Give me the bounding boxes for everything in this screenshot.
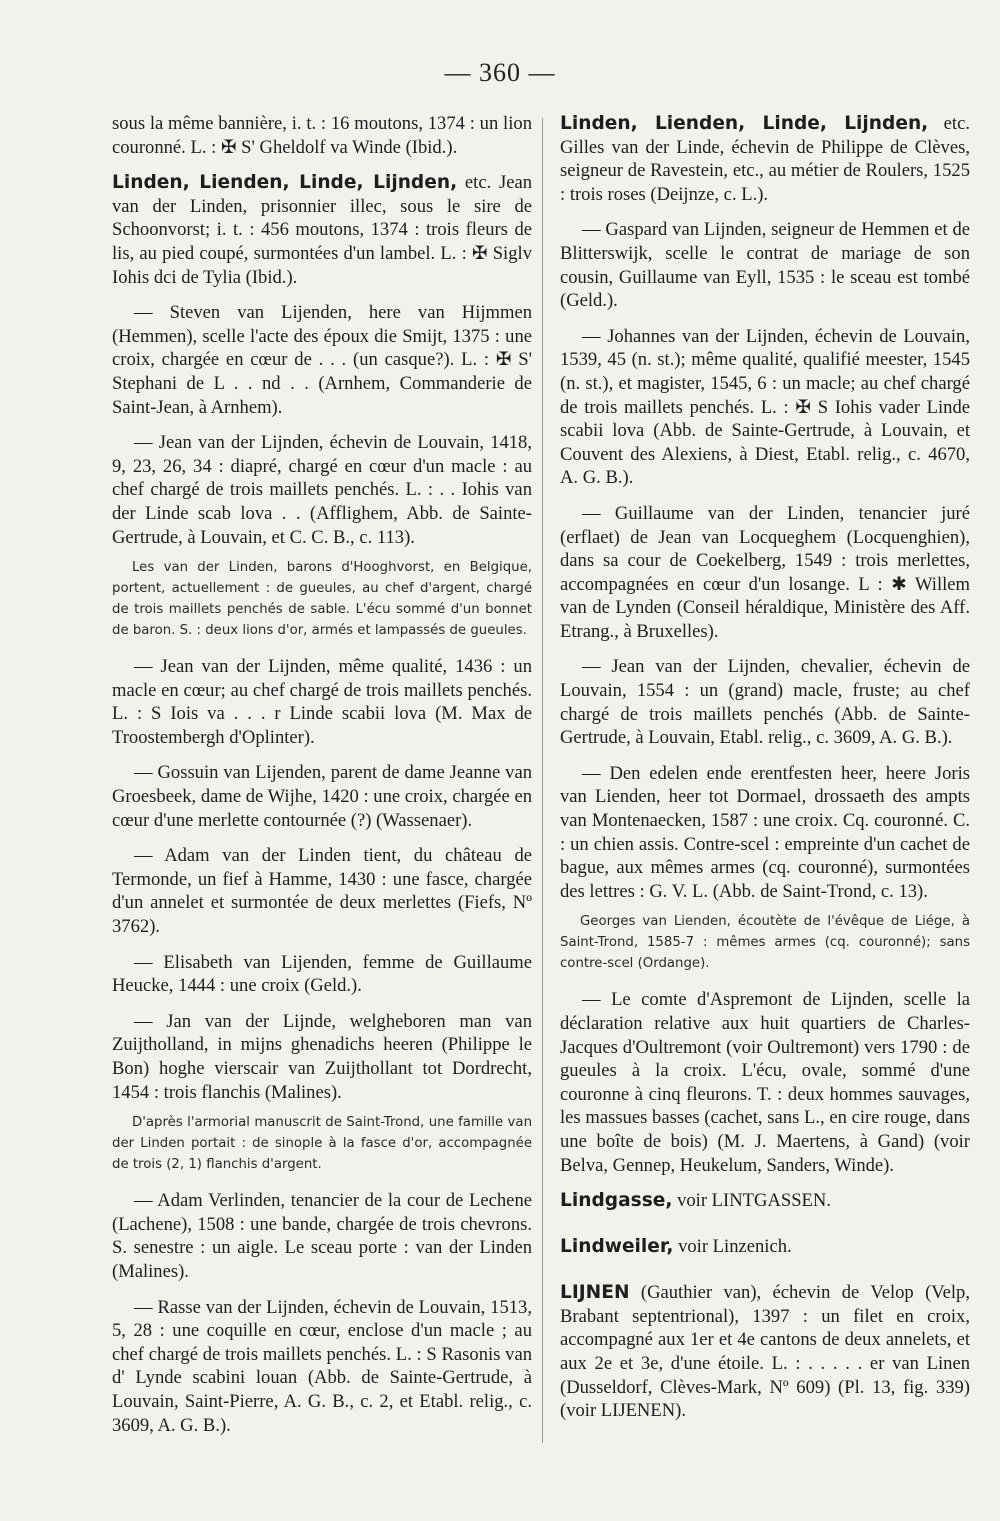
entry-text: — Jean van der Lijnden, chevalier, échevin de Louvain, 1554 : un (grand) macle, fruste; au chef chargé de trois maillets penchés (Abb. de Sainte-Gertrude, à Louvain, Etabl. relig., c. 3609, A. G. B.). (560, 656, 970, 749)
entry-text: — Den edelen ende erentfesten heer, heere Joris van Lienden, heer tot Dormael, drossaeth des ampts van Montenaecken, 1587 : une croix. Cq. couronné. C. : un chien assis. Contre-scel : empreinte d'un cachet de bague, aux mêmes armes (cq. couronné), surmontées des lettres : G. V. L. (Abb. de Saint-Trond, c. 13). (560, 762, 970, 902)
entry-text: — Gossuin van Lijenden, parent de dame Jeanne van Groesbeek, dame de Wijhe, 1420 : une croix, chargée en cœur d'une merlette contournée (?) (Wassenaer). (112, 762, 532, 831)
entry-heading: Linden, Lienden, Linde, Lijnden, (560, 113, 929, 134)
entry-text: — Guillaume van der Linden, tenancier juré (erflaet) de Jean van Locqueghem (Locquenghien), dans sa cour de Coekelberg, 1549 : trois merlettes, accompagnées en cœur d'un losange. L : ✱ Willem van de Lynden (Conseil héraldique, Ministère des Aff. Etrang., à Bruxelles). (560, 502, 970, 642)
entry-text: (Gauthier van), échevin de Velop (Velp, Brabant septentrional), 1397 : un filet en croix, accompagné aux 1er et 4e cantons de deux annelets, et aux 2e et 3e, d'une étoile. L. : . . . . . er van Linen (Dusseldorf, Clèves-Mark, Nº 609) (Pl. 13, fig. 339) (voir LIJENEN). (560, 1282, 970, 1422)
entry-text: — Jean van der Lijnden, échevin de Louvain, 1418, 9, 23, 26, 34 : diapré, chargé en cœur d'un macle : au chef chargé de trois maillets penchés. L. : . . Iohis van der Linde scab lova . . (Afflighem, Abb. de Sainte-Gertrude, à Louvain, et C. C. B., c. 113). (112, 432, 532, 548)
entry-with-heading (112, 171, 532, 289)
entry-text: etc. Gilles van der Linde, échevin de Philippe de Clèves, seigneur de Ravestein, etc., au métier de Roulers, 1525 : trois roses (Deijnze, c. L.). (560, 113, 971, 205)
cross-reference (560, 1189, 970, 1213)
footnote: Les van der Linden, barons d'Hooghvorst, en Belgique, portent, actuellement : de gueules, au chef d'argent, chargé de trois maillets penchés de sable. L'écu sommé d'un bonnet de baron. S. : deux lions d'or, armés et lampassés de gueules. (112, 560, 532, 639)
entry-text: — Le comte d'Aspremont de Lijnden, scelle la déclaration relative aux huit quartiers de Charles-Jacques d'Oultremont (voir Oultremont) vers 1790 : de gueules à la croix. L'écu, ovale, sommé d'une couronne à cinq fleurons. T. : deux hommes sauvages, les massues basses (cachet, sans L., en cire rouge, dans une boîte de bois) (M. J. Maertens, à Gand) (voir Belva, Gennep, Heukelum, Sanders, Winde). (560, 989, 970, 1176)
entry-text: sous la même bannière, i. t. : 16 moutons, 1374 : un lion couronné. L. : ✠ S' Gheldolf va Winde (Ibid.). (112, 113, 532, 158)
entry-text: — Jan van der Lijnde, welgheboren man van Zuijtholland, in mijns ghenadichs heeren (Philippe le Bon) hoghe vierscair van Zuijthollant tot Dordrecht, 1454 : trois flanchis (Malines). (112, 1010, 532, 1103)
entry-heading: Lindgasse, (560, 1190, 673, 1212)
entry-with-heading (560, 112, 970, 206)
entry-text: — Elisabeth van Lijenden, femme de Guillaume Heucke, 1444 : une croix (Geld.). (112, 951, 532, 997)
entry-text: voir Linzenich. (673, 1236, 792, 1258)
entry-heading: Lindweiler, (560, 1236, 674, 1258)
column-divider (542, 118, 543, 1443)
entry-heading: Linden, Lienden, Linde, Lijnden, (112, 172, 458, 194)
entry-heading: LIJNEN (560, 1282, 630, 1304)
entry-text: — Johannes van der Lijnden, échevin de Louvain, 1539, 45 (n. st.); même qualité, qualifié meester, 1545 (n. st.), et magister, 1545, 6 : un macle; au chef chargé de trois maillets penchés. L. : ✠ S Iohis vader Linde scabii lova (Abb. de Sainte-Gertrude, à Louvain, et Couvent des Alexiens, à Diest, Etabl. relig., c. 4670, A. G. B.). (560, 325, 970, 489)
entry-text: — Adam Verlinden, tenancier de la cour de Lechene (Lachene), 1508 : une bande, chargée de trois chevrons. S. senestre : un aigle. Le sceau porte : van der Linden (Malines). (112, 1190, 532, 1282)
entry-with-heading (560, 1281, 970, 1423)
page-number: — 360 — (444, 58, 556, 87)
entry-text: — Rasse van der Lijnden, échevin de Louvain, 1513, 5, 28 : une coquille en cœur, enclose d'un macle ; au chef chargé de trois maillets penchés. L. : S Rasonis van d' Lynde scabini louan (Abb. de Sainte-Gertrude, à Louvain, Saint-Pierre, A. G. B., c. 2, et Etabl. relig., c. 3609, A. G. B.). (112, 1296, 532, 1436)
cross-reference (560, 1235, 970, 1259)
entry-text: — Gaspard van Lijnden, seigneur de Hemmen et de Blitterswijk, scelle le contrat de mariage de son cousin, Guillaume van Eyll, 1535 : le sceau est tombé (Geld.). (560, 219, 970, 312)
footnote: Georges van Lienden, écoutète de l'évêque de Liége, à Saint-Trond, 1585-7 : mêmes armes (cq. couronné); sans contre-scel (Ordange). (560, 914, 970, 972)
entry-text: etc. Jean van der Linden, prisonnier illec, sous le sire de Schoonvorst; i. t. : 456 moutons, 1374 : trois fleurs de lis, au pied coupé, surmontées d'un lambel. L. : ✠ Siglv Iohis dci de Tylia (Ibid.). (112, 172, 533, 288)
entry-text: — Jean van der Lijnden, même qualité, 1436 : un macle en cœur; au chef chargé de trois maillets penchés. L. : S Iois va . . . r Linde scabii lova (M. Max de Troostembergh d'Oplinter). (112, 656, 532, 748)
left-column (112, 112, 532, 1449)
entry-text: — Adam van der Linden tient, du château de Termonde, un fief à Hamme, 1430 : une fasce, chargée d'un annelet et surmontée de deux merlettes (Fiefs, Nº 3762). (112, 845, 532, 938)
entry-text: — Steven van Lijenden, here van Hijmmen (Hemmen), scelle l'acte des époux die Smijt, 1375 : une croix, chargée en cœur de . . . (un casque?). L. : ✠ S' Stephani de L . . nd . . (Arnhem, Commanderie de Saint-Jean, à Arnhem). (112, 302, 532, 418)
entry-text: voir LINTGASSEN. (672, 1190, 831, 1212)
footnote: D'après l'armorial manuscrit de Saint-Trond, une famille van der Linden portait : de sinople à la fasce d'or, accompagnée de trois (2, 1) flanchis d'argent. (112, 1115, 532, 1173)
right-column (560, 112, 970, 1435)
